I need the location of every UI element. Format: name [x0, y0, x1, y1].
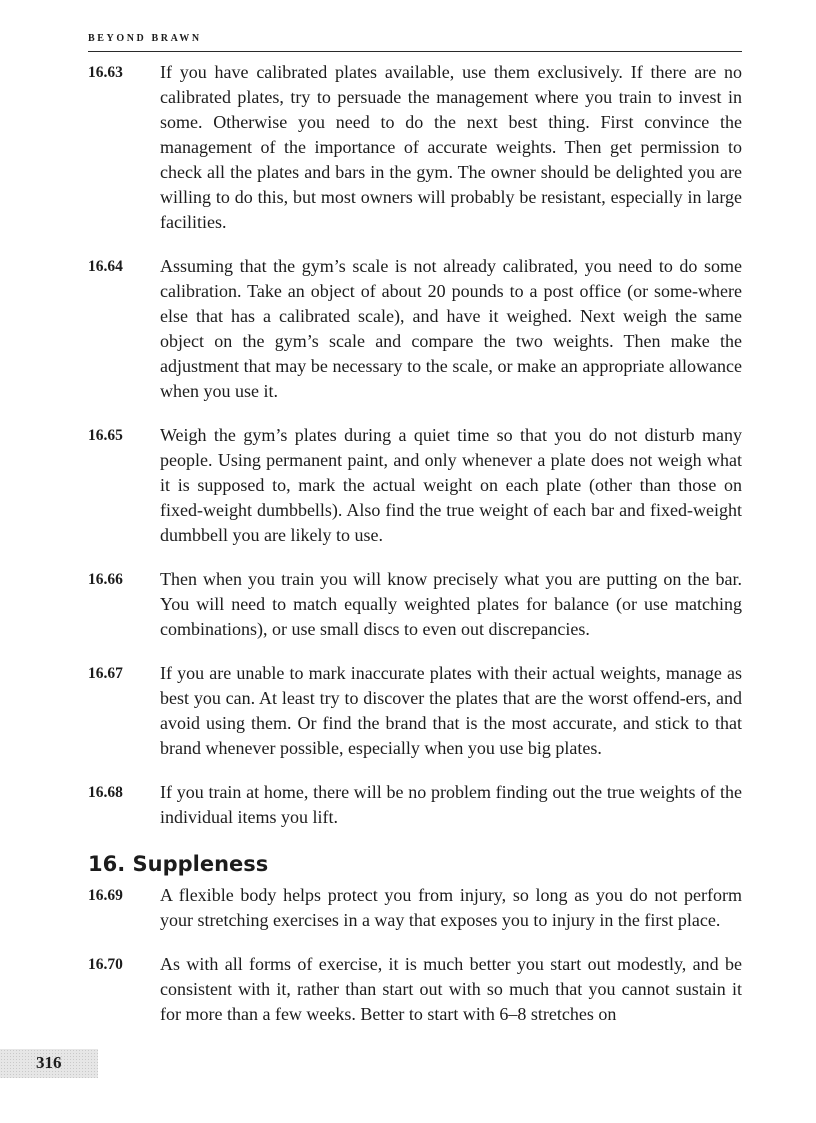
paragraph-text: A flexible body helps protect you from injury, so long as you do not perform your stretching exercises in a way that exposes you to injury in the first place. [160, 885, 742, 930]
header-rule [88, 51, 742, 52]
page-body [88, 60, 742, 1046]
paragraph-16-69 [88, 883, 742, 933]
paragraph-text: If you have calibrated plates available, use them exclusively. If there are no calibrated plates, try to persuade the management where you train to invest in some. Otherwise you need to do the next best thing. First convince the management of the importance of accurate weights. Then get permission to check all the plates and bars in the gym. The owner should be delighted you are willing to do this, but most owners will probably be resistant, especially in large facilities. [160, 62, 742, 232]
paragraph-text: Assuming that the gym’s scale is not already calibrated, you need to do some calibration. Take an object of about 20 pounds to a post office (or some-where else that has a calibrated scale), and have it weighed. Next weigh the same object on the gym’s scale and compare the two weights. Then make the adjustment that may be necessary to the scale, or make an appropriate allowance when you use it. [160, 256, 742, 401]
paragraph-16-63 [88, 60, 742, 235]
paragraph-number: 16.69 [88, 887, 123, 904]
paragraph-text: If you train at home, there will be no problem finding out the true weights of the individual items you lift. [160, 782, 742, 827]
paragraph-16-70 [88, 952, 742, 1027]
paragraph-text: If you are unable to mark inaccurate plates with their actual weights, manage as best you can. At least try to discover the plates that are the worst offend-ers, and avoid using them. Or find the brand that is the most accurate, and stick to that brand whenever possible, especially when you use big plates. [160, 663, 742, 758]
paragraph-text: As with all forms of exercise, it is much better you start out modestly, and be consistent with it, rather than start out with so much that you cannot sustain it for more than a few weeks. Better to start with 6–8 stretches on [160, 954, 742, 1024]
paragraph-text: Weigh the gym’s plates during a quiet time so that you do not disturb many people. Using permanent paint, and only whenever a plate does not weigh what it is supposed to, mark the actual weight on each plate (other than those on fixed-weight dumbbells). Also find the true weight of each bar and fixed-weight dumbbell you are likely to use. [160, 425, 742, 545]
paragraph-number: 16.66 [88, 571, 123, 588]
paragraph-number: 16.67 [88, 665, 123, 682]
paragraph-16-68 [88, 780, 742, 830]
paragraph-number: 16.63 [88, 64, 123, 81]
paragraph-number: 16.64 [88, 258, 123, 275]
paragraph-16-66 [88, 567, 742, 642]
paragraph-text: Then when you train you will know precisely what you are putting on the bar. You will need to match equally weighted plates for balance (or use matching combinations), or use small discs to even out discrepancies. [160, 569, 742, 639]
paragraph-16-64 [88, 254, 742, 404]
paragraph-16-65 [88, 423, 742, 548]
paragraph-number: 16.65 [88, 427, 123, 444]
page-number: 316 [36, 1053, 62, 1072]
paragraph-number: 16.70 [88, 956, 123, 973]
section-heading: 16. Suppleness [88, 852, 269, 876]
running-head: BEYOND BRAWN [88, 33, 202, 44]
paragraph-number: 16.68 [88, 784, 123, 801]
paragraph-16-67 [88, 661, 742, 761]
